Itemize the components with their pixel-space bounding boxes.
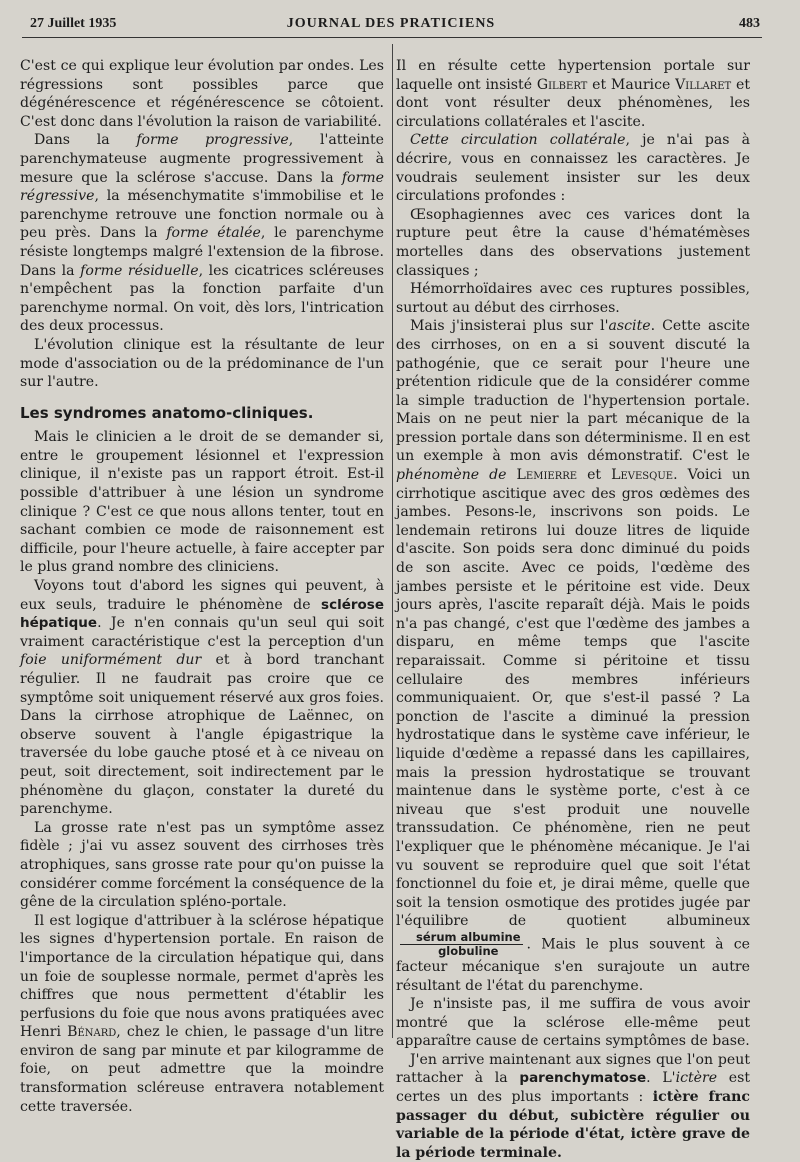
paragraph: Hémorrhoïdaires avec ces ruptures possibles, surtout au début des cirrhoses. [396,281,750,316]
header-date: 27 Juillet 1935 [30,16,117,31]
section-heading: Les syndromes anatomo-cliniques. [20,403,314,422]
paragraph: L'évolution clinique est la résultante de leur mode d'association ou de la prédominance de l'un sur l'autre. [20,336,384,391]
paragraph: Mais j'insisterai plus sur l'ascite. Cette ascite des cirrhoses, on en a si souvent discuté la pathogénie, que ce serait pour l'heure une prétention ridicule que de la considérer comme la simple traduction de l'hypertension portale. Mais on ne peut nier la part mécanique de la pression portale dans son déterminisme. Il en est un exemple à mon avis démonstratif. C'est le phénomène de Lemierre et Levesque. Voici un cirrhotique ascitique avec des gros œdèmes des jambes. Pesons-le, inscrivons son poids. Le lendemain retirons lui douze litres de liquide d'ascite. Son poids sera donc diminué du poids de son ascite. Avec ce poids, l'œdème des jambes persiste et le péritoine est vide. Deux jours après, l'ascite reparaît déjà. Mais le poids n'a pas changé, c'est que l'œdème des jambes a disparu, en même temps que l'ascite reparaissait. Comme si péritoine et tissu cellulaire des membres inférieurs communiquaient. Or, que s'est-il passé ? La ponction de l'ascite a diminué la pression hydrostatique dans le système cave inférieur, le liquide d'œdème a repassé dans les capillaires, mais la pression hydrostatique se trouvant maintenue dans le système porte, c'est à ce niveau que s'est produit une nouvelle transsudation. Ce phénomène, rien ne peut l'expliquer que le phénomène mécanique. Je l'ai vu souvent se reproduire quel que soit l'état fonctionnel du foie et, je dirai même, quelle que soit la tension osmotique des protides jugée par l'équilibre de quotient albumineux $\frac{\text{sérum albumine}}{\text{globuline}}$ . Mais le plus souvent à ce facteur mécanique s'en surajoute un autre résultant de l'état du parenchyme. [396,318,751,994]
paragraph: Mais le clinicien a le droit de se demander si, entre le groupement lésionnel et l'expression clinique, il n'existe pas un rapport étroit. Est-il possible d'attribuer à une lésion un syndrome clinique ? C'est ce que nous allons tenter, tout en sachant combien ce mode de raisonnement est difficile, pour l'heure actuelle, à faire accepter par le plus grand nombre des cliniciens. [20,429,384,576]
paragraph: Il est logique d'attribuer à la sclérose hépatique les signes d'hypertension portale. En raison de l'importance de la circulation hépatique qui, dans un foie de souplesse normale, permet d'après les chiffres que nous permettent d'établir les perfusions du foie que nous avons pratiquées avec Henri Bénard, chez le chien, le passage d'un litre environ de sang par minute et par kilogramme de foie, on peut admettre que la moindre transformation scléreuse entravera notablement cette traversée. [20,912,384,1115]
paragraph: Œsophagiennes avec ces varices dont la rupture peut être la cause d'hématémèses mortelles dans des observations justement classiques ; [396,206,750,279]
paragraph: Je n'insiste pas, il me suffira de vous avoir montré que la sclérose elle-même peut apparaître cause de certains symptômes de base. [396,996,750,1050]
paragraph: Il en résulte cette hypertension portale sur laquelle ont insisté Gilbert et Maurice Villaret et dont vont résulter deux phénomènes, les circulations collatérales et l'ascite. [396,58,750,130]
paragraph: C'est ce qui explique leur évolution par ondes. Les régressions sont possibles parce que dégénérescence et régénérescence se côtoient. C'est donc dans l'évolution la raison de variabilité. [20,58,384,130]
paragraph: Cette circulation collatérale, je n'ai pas à décrire, vous en connaissez les caractères. Je voudrais seulement insister sur les deux circulations profondes : [396,132,750,205]
page-number: 483 [739,16,760,31]
left-column [20,57,384,1116]
right-column [396,57,750,1162]
journal-title: JOURNAL DES PRATICIENS [286,16,496,31]
header-rule [22,37,762,38]
column-divider [392,44,393,1038]
paragraph: J'en arrive maintenant aux signes que l'on peut rattacher à la parenchymatose. L'ictère est certes un des plus importants : ictère franc passager du début, subictère régulier ou variable de la période d'état, ictère grave de la période terminale. [396,1051,751,1161]
running-header [22,14,760,38]
paragraph: Voyons tout d'abord les signes qui peuvent, à eux seuls, traduire le phénomène de sclérose hépatique. Je n'en connais qu'un seul qui soit vraiment caractéristique c'est la perception d'un foie uniformément dur et à bord tranchant régulier. Il ne faudrait pas croire que ce symptôme soit uniquement réservé aux gros foies. Dans la cirrhose atrophique de Laënnec, on observe souvent à l'angle épigastrique la traversée du lobe gauche ptosé et à ce niveau on peut, soit directement, soit indirectement par le phénomène du glaçon, constater la dureté du parenchyme. [20,578,384,818]
paragraph: Dans la forme progressive, l'atteinte parenchymateuse augmente progressivement à mesure que la sclérose s'accuse. Dans la forme régressive, la mésenchymatite s'immobilise et le parenchyme retrouve une fonction normale ou à peu près. Dans la forme étalée, le parenchyme résiste longtemps malgré l'extension de la fibrose. Dans la forme résiduelle, les cicatrices scléreuses n'empêchent pas la fonction parfaite d'un parenchyme normal. On voit, dès lors, l'intrication des deux processus. [20,132,384,335]
albumin-fraction: $\frac{\text{sérum albumine}}{\text{globuline}}$ [400,931,523,958]
paragraph: La grosse rate n'est pas un symptôme assez fidèle ; j'ai vu assez souvent des cirrhoses très atrophiques, sans grosse rate pour qu'on puisse la considérer comme forcément la conséquence de la gêne de la circulation spléno-portale. [20,819,384,911]
